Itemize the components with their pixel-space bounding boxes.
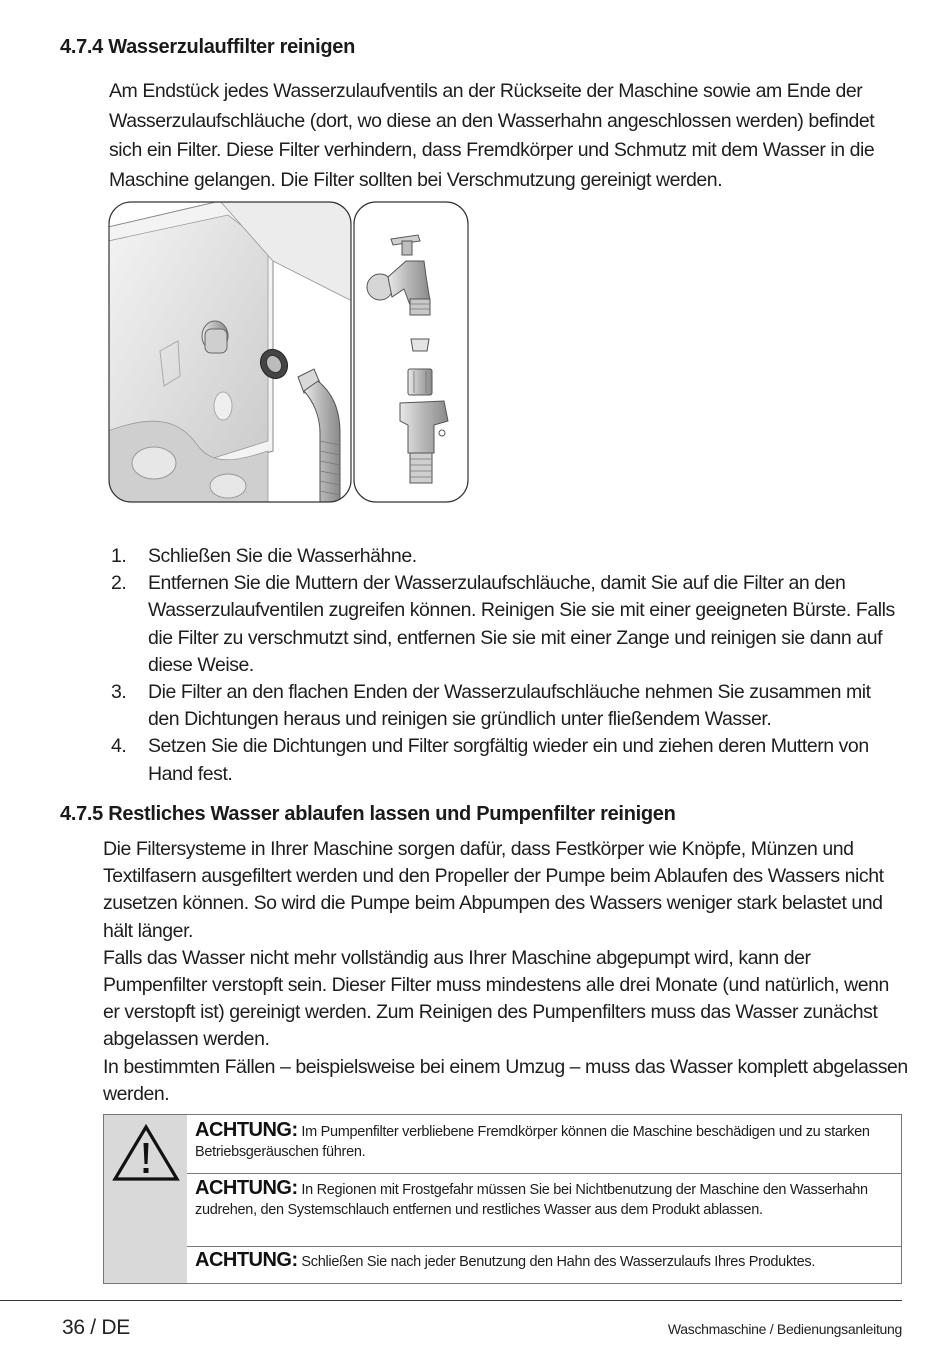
step-text: Entfernen Sie die Muttern der Wasserzulaufschläuche, damit Sie auf die Filter an den Wasserzulaufventilen zugreifen können. Reinigen Sie sie mit einer geeigneten Bürste. Falls die Filter zu verschmutzt sind, entfernen Sie sie mit einer Zange und reinigen sie dann auf diese Weise.: [148, 572, 895, 676]
warning-triangle-icon: [110, 1121, 182, 1183]
body-paragraph: Die Filtersysteme in Ihrer Maschine sorgen dafür, dass Festkörper wie Knöpfe, Münzen und Textilfasern ausgefiltert werden und den Propeller der Pumpe beim Ablaufen des Wassers nicht zusetzen können. So wird die Pumpe beim Abpumpen des Wassers weniger stark belastet und hält länger.: [103, 838, 884, 942]
tap-and-hose-detail: [354, 202, 468, 502]
step-text: Setzen Sie die Dichtungen und Filter sorgfältig wieder ein und ziehen deren Muttern von Hand fest.: [148, 735, 869, 785]
warning-item: [195, 1251, 893, 1273]
list-item: [108, 570, 900, 679]
cleaning-steps-list: [108, 543, 900, 788]
section-heading-4-7-5: 4.7.5 Restliches Wasser ablaufen lassen und Pumpenfilter reinigen: [60, 803, 676, 825]
warning-label: ACHTUNG:: [195, 1249, 298, 1271]
warning-box: [103, 1114, 902, 1284]
section-heading-4-7-4: 4.7.4 Wasserzulauffilter reinigen: [60, 36, 356, 58]
step-number: 4.: [111, 735, 127, 758]
step-number: 1.: [111, 545, 127, 567]
manual-title: Waschmaschine / Bedienungsanleitung: [667, 1321, 902, 1337]
section-body: [103, 836, 908, 1108]
warning-label: ACHTUNG:: [195, 1119, 298, 1141]
page-number: 36 / DE: [62, 1316, 130, 1339]
step-text: Schließen Sie die Wasserhähne.: [148, 545, 417, 567]
list-item: [108, 543, 900, 570]
machine-back-detail: [108, 201, 352, 503]
footer-divider: [0, 1300, 902, 1301]
warning-item: [195, 1179, 893, 1220]
section-intro-paragraph: Am Endstück jedes Wasserzulaufventils an der Rückseite der Maschine sowie am Ende der Wasserzulaufschläuche (dort, wo diese an den Wasserhahn angeschlossen werden) befindet sich ein Filter. Diese Filter verhindern, dass Fremdkörper und Schmutz mit dem Wasser in die Maschine gelangen. Die Filter sollten bei Verschmutzung gereinigt werden.: [109, 80, 875, 191]
warning-text: Im Pumpenfilter verbliebene Fremdkörper können die Maschine beschädigen und zu starken Betriebsgeräuschen führen.: [195, 1124, 870, 1160]
body-paragraph: In bestimmten Fällen – beispielsweise bei einem Umzug – muss das Wasser komplett abgelassen werden.: [103, 1055, 908, 1105]
warning-label: ACHTUNG:: [195, 1177, 298, 1199]
warning-item: [195, 1121, 893, 1162]
list-item: [108, 733, 900, 787]
step-text: Die Filter an den flachen Enden der Wasserzulaufschläuche nehmen Sie zusammen mit den Dichtungen heraus und reinigen sie gründlich unter fließendem Wasser.: [148, 681, 871, 731]
divider: [187, 1246, 901, 1247]
list-item: [108, 679, 900, 733]
step-number: 2.: [111, 572, 127, 595]
inlet-filter-illustration: [108, 201, 470, 503]
body-paragraph: Falls das Wasser nicht mehr vollständig aus Ihrer Maschine abgepumpt wird, kann der Pumpenfilter verstopft sein. Dieser Filter muss mindestens alle drei Monate (und natürlich, wenn er verstopft ist) gereinigt werden. Zum Reinigen des Pumpenfilters muss das Wasser zunächst abgelassen werden.: [103, 946, 889, 1051]
warning-text: Schließen Sie nach jeder Benutzung den Hahn des Wasserzulaufs Ihres Produktes.: [297, 1254, 816, 1270]
step-number: 3.: [111, 681, 127, 704]
warning-icon-column: [104, 1115, 187, 1283]
divider: [187, 1173, 901, 1174]
warning-text: In Regionen mit Frostgefahr müssen Sie bei Nichtbenutzung der Maschine den Wasserhahn zudrehen, den Systemschlauch entfernen und restliches Wasser aus dem Produkt ablassen.: [195, 1182, 868, 1218]
